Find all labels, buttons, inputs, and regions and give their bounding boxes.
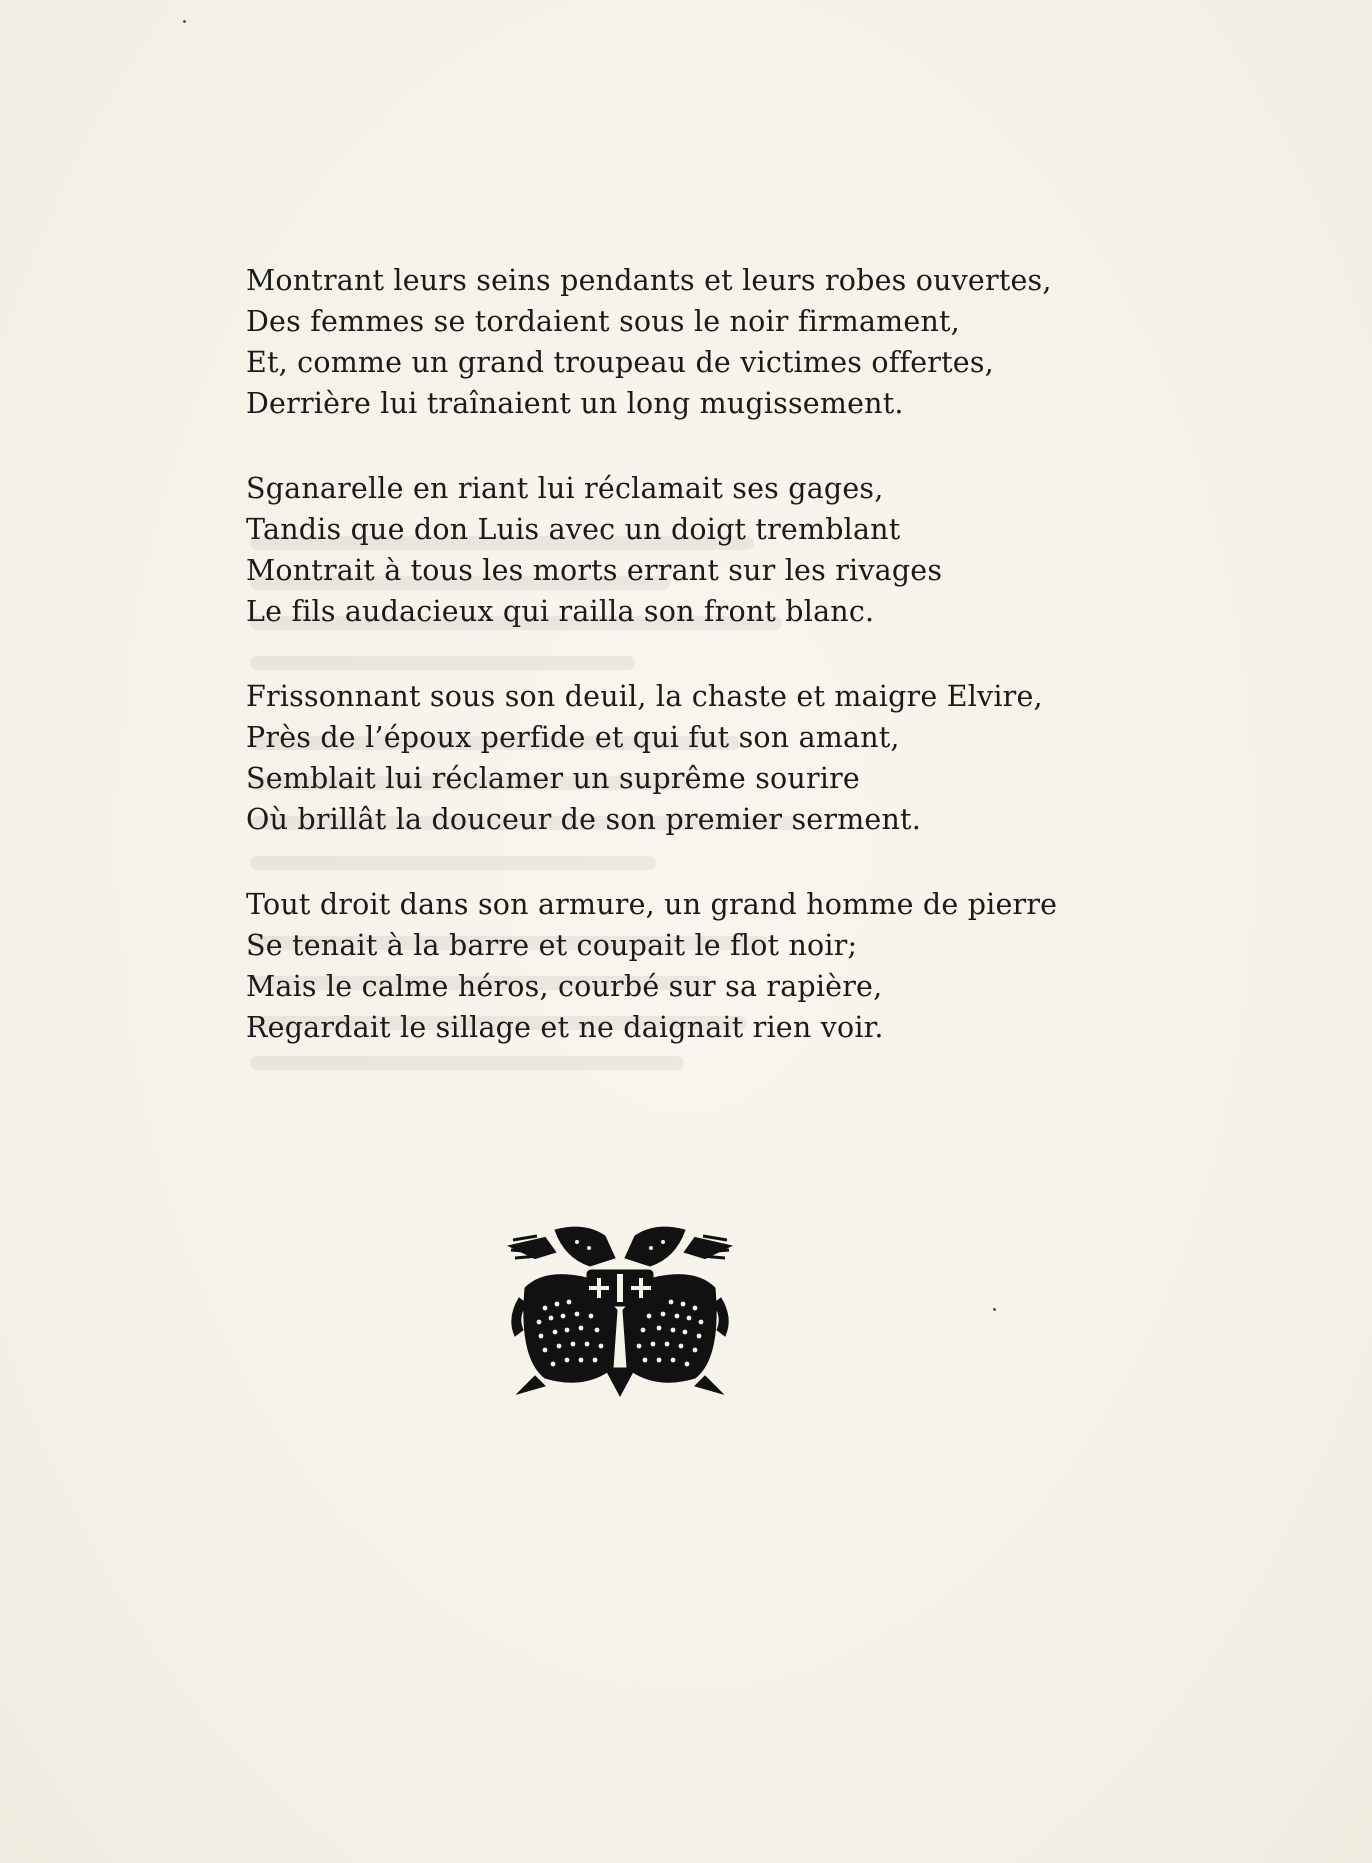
- paper-speck: [183, 20, 186, 23]
- verse-line: Des femmes se tordaient sous le noir firmament,: [246, 305, 960, 338]
- verse-line: Montrant leurs seins pendants et leurs robes ouvertes,: [246, 264, 1052, 297]
- verse-line: Et, comme un grand troupeau de victimes offertes,: [246, 346, 994, 379]
- verse-line: Semblait lui réclamer un suprême sourire: [246, 762, 860, 795]
- poem: [246, 260, 1066, 1092]
- verse-line: Tout droit dans son armure, un grand homme de pierre: [246, 888, 1058, 921]
- verse-line: Près de l’époux perfide et qui fut son amant,: [246, 721, 900, 754]
- verse-line: Où brillât la douceur de son premier serment.: [246, 803, 921, 836]
- verse-line: Regardait le sillage et ne daignait rien voir.: [246, 1011, 884, 1044]
- verse-line: Se tenait à la barre et coupait le flot noir;: [246, 929, 858, 962]
- stanza-1: [246, 260, 1066, 424]
- stanza-2: [246, 468, 1066, 632]
- verse-line: Montrait à tous les morts errant sur les rivages: [246, 554, 943, 587]
- paper-speck: [993, 1308, 996, 1311]
- woodcut-ornament-icon: [505, 1218, 735, 1398]
- verse-line: Derrière lui traînaient un long mugissement.: [246, 387, 904, 420]
- verse-line: Frissonnant sous son deuil, la chaste et maigre Elvire,: [246, 680, 1043, 713]
- stanza-3: [246, 676, 1066, 840]
- verse-line: Mais le calme héros, courbé sur sa rapière,: [246, 970, 883, 1003]
- verse-line: Sganarelle en riant lui réclamait ses gages,: [246, 472, 884, 505]
- stanza-4: [246, 884, 1066, 1048]
- verse-line: Le fils audacieux qui railla son front blanc.: [246, 595, 875, 628]
- verse-line: Tandis que don Luis avec un doigt tremblant: [246, 513, 901, 546]
